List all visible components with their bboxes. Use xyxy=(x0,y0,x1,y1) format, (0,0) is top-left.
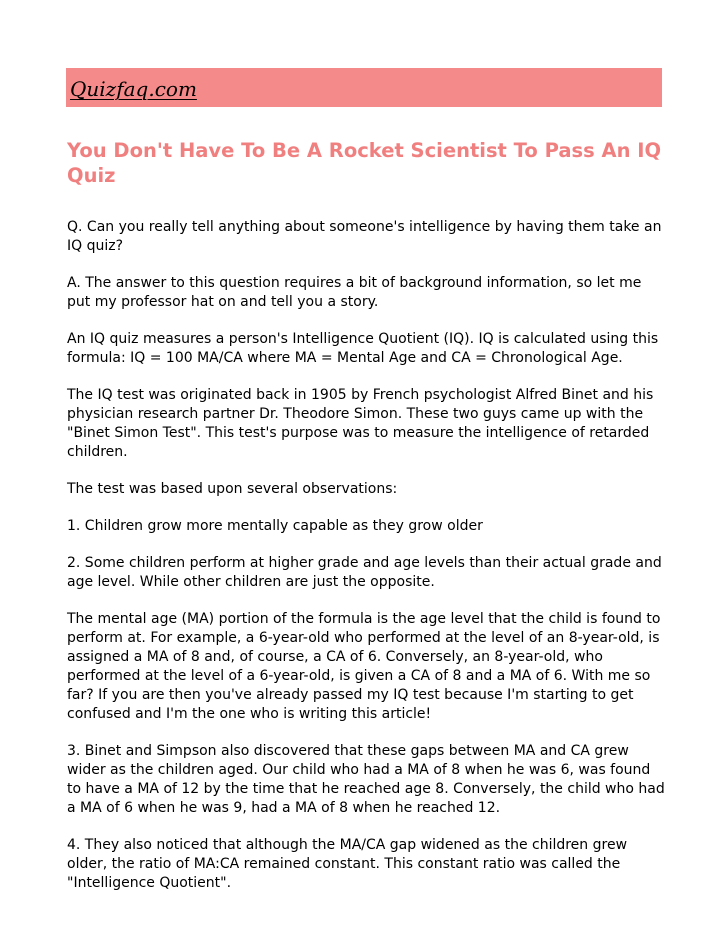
site-name-link[interactable]: Quizfaq.com xyxy=(70,77,197,101)
paragraph-mental-age: The mental age (MA) portion of the formula is the age level that the child is found to perform at. For example, a 6-year-old who performed at the level of an 8-year-old, is assigned a MA of 8 and, of course, a CA of 6. Conversely, an 8-year-old, who performed at the level of a 6-year-old, is given a CA of 8 and a MA of 6. With me so far? If you are then you've already passed my IQ test because I'm starting to get confused and I'm the one who is writing this article! xyxy=(67,611,661,722)
article-body xyxy=(67,218,667,911)
paragraph-question: Q. Can you really tell anything about someone's intelligence by having them take an IQ quiz? xyxy=(67,219,662,254)
paragraph-observation-4: 4. They also noticed that although the MA/CA gap widened as the children grew older, the ratio of MA:CA remained constant. This constant ratio was called the "Intelligence Quotient". xyxy=(67,837,628,891)
paragraph-observation-3: 3. Binet and Simpson also discovered that these gaps between MA and CA grew wider as the children aged. Our child who had a MA of 8 when he was 6, was found to have a MA of 12 by the time that he reached age 8. Conversely, the child who had a MA of 6 when he was 9, had a MA of 8 when he reached 12. xyxy=(67,743,665,816)
paragraph-observations-intro: The test was based upon several observations: xyxy=(67,481,398,497)
paragraph-observation-1: 1. Children grow more mentally capable as they grow older xyxy=(67,518,483,534)
paragraph-answer: A. The answer to this question requires a bit of background information, so let me put my professor hat on and tell you a story. xyxy=(67,275,642,310)
header-bar xyxy=(66,68,662,107)
paragraph-history: The IQ test was originated back in 1905 by French psychologist Alfred Binet and his physician research partner Dr. Theodore Simon. These two guys came up with the "Binet Simon Test". This test's purpose was to measure the intelligence of retarded children. xyxy=(67,387,654,460)
paragraph-iq-formula: An IQ quiz measures a person's Intelligence Quotient (IQ). IQ is calculated using this formula: IQ = 100 MA/CA where MA = Mental Age and CA = Chronological Age. xyxy=(67,331,659,366)
paragraph-observation-2: 2. Some children perform at higher grade and age levels than their actual grade and age level. While other children are just the opposite. xyxy=(67,555,662,590)
article-title: You Don't Have To Be A Rocket Scientist To Pass An IQ Quiz xyxy=(67,139,662,187)
